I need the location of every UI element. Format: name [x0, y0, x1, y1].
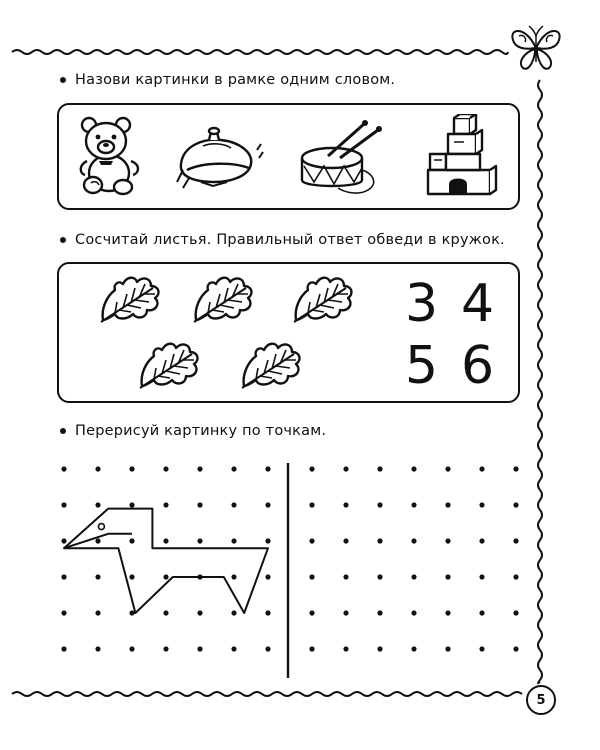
leaf-icon: [97, 272, 163, 324]
grid-dot: [445, 574, 450, 579]
bullet: [60, 428, 66, 434]
grid-dot: [479, 538, 484, 543]
grid-dot: [129, 538, 134, 543]
grid-dot: [197, 646, 202, 651]
grid-dot: [411, 610, 416, 615]
grid-dot: [61, 574, 66, 579]
grid-dot: [513, 502, 518, 507]
grid-dot: [343, 646, 348, 651]
leaf-icon: [136, 338, 202, 390]
grid-dot: [411, 538, 416, 543]
grid-dot: [265, 466, 270, 471]
grid-dot: [231, 610, 236, 615]
grid-dot: [513, 574, 518, 579]
grid-dot: [513, 646, 518, 651]
grid-dot: [309, 502, 314, 507]
grid-dot: [479, 610, 484, 615]
grid-dot: [513, 466, 518, 471]
grid-dot: [61, 646, 66, 651]
grid-dot: [309, 610, 314, 615]
grid-dot: [479, 466, 484, 471]
grid-dot: [61, 610, 66, 615]
grid-dot: [129, 466, 134, 471]
task-count-leaves: [60, 232, 505, 248]
grid-dot: [377, 646, 382, 651]
grid-dot: [163, 538, 168, 543]
grid-dot: [197, 538, 202, 543]
grid-dot: [95, 574, 100, 579]
spinning-top-icon: [173, 126, 265, 194]
grid-dot: [129, 574, 134, 579]
grid-dot: [95, 646, 100, 651]
grid-dot: [95, 502, 100, 507]
grid-dot: [343, 538, 348, 543]
grid-dot: [343, 574, 348, 579]
leaf-icon: [238, 338, 304, 390]
dog-eye: [98, 524, 104, 530]
page-number: 5: [526, 685, 556, 715]
grid-dot: [265, 646, 270, 651]
grid-dot: [445, 466, 450, 471]
grid-dot: [95, 538, 100, 543]
grid-dot: [197, 610, 202, 615]
toy-blocks-castle-icon: [424, 114, 500, 198]
grid-dot: [309, 538, 314, 543]
grid-dot: [479, 574, 484, 579]
grid-dot: [411, 574, 416, 579]
grid-dot: [231, 538, 236, 543]
grid-dot: [61, 466, 66, 471]
grid-dot: [343, 466, 348, 471]
grid-dot: [377, 610, 382, 615]
leaf-icon: [290, 272, 356, 324]
grid-dot: [343, 610, 348, 615]
grid-dot: [309, 466, 314, 471]
grid-dot: [411, 502, 416, 507]
grid-dot: [61, 538, 66, 543]
bullet: [60, 77, 66, 83]
grid-dot: [163, 574, 168, 579]
grid-dot: [377, 574, 382, 579]
grid-dot: [377, 466, 382, 471]
grid-dot: [231, 574, 236, 579]
grid-dot: [163, 466, 168, 471]
grid-dot: [265, 502, 270, 507]
grid-dot: [479, 502, 484, 507]
empty-dot-grid[interactable]: [300, 455, 530, 675]
grid-dot: [163, 646, 168, 651]
grid-dot: [343, 502, 348, 507]
answer-choice-6[interactable]: 6: [461, 336, 495, 396]
task-text: Перерисуй картинку по точкам.: [75, 423, 327, 439]
task-copy-picture: [60, 423, 326, 439]
grid-dot: [231, 502, 236, 507]
grid-dot: [129, 646, 134, 651]
dot-grid-with-dog: [50, 455, 285, 675]
grid-dot: [411, 646, 416, 651]
grid-dot: [445, 502, 450, 507]
leaf-icon: [190, 272, 256, 324]
grid-dot: [61, 502, 66, 507]
grid-dot: [197, 502, 202, 507]
answer-choice-4[interactable]: 4: [461, 274, 495, 334]
grid-dot: [265, 538, 270, 543]
grid-dot: [265, 574, 270, 579]
grid-dot: [513, 610, 518, 615]
grid-dot: [95, 466, 100, 471]
grid-dot: [163, 610, 168, 615]
drum-icon: [292, 118, 388, 198]
grid-dot: [479, 646, 484, 651]
dog-drawing: [64, 509, 268, 613]
grid-dot: [513, 538, 518, 543]
task-text: Назови картинки в рамке одним словом.: [75, 72, 396, 88]
grid-dot: [377, 502, 382, 507]
grid-dot: [95, 610, 100, 615]
grid-dot: [231, 646, 236, 651]
grid-dot: [129, 610, 134, 615]
answer-choice-5[interactable]: 5: [405, 336, 439, 396]
task-name-pictures: [60, 72, 395, 88]
grid-dot: [309, 646, 314, 651]
grid-dot: [197, 466, 202, 471]
grid-dot: [445, 646, 450, 651]
grid-dot: [445, 610, 450, 615]
answer-choice-3[interactable]: 3: [405, 274, 439, 334]
teddy-bear-icon: [75, 115, 145, 197]
grid-dot: [445, 538, 450, 543]
grid-dot: [129, 502, 134, 507]
grid-dot: [231, 466, 236, 471]
grid-dot: [309, 574, 314, 579]
grid-dot: [377, 538, 382, 543]
grid-dot: [411, 466, 416, 471]
butterfly-icon: [507, 22, 565, 74]
divider-line: [283, 463, 293, 683]
grid-dot: [163, 502, 168, 507]
grid-dot: [265, 610, 270, 615]
bullet: [60, 237, 66, 243]
task-text: Сосчитай листья. Правильный ответ обведи в кружок.: [75, 232, 505, 248]
